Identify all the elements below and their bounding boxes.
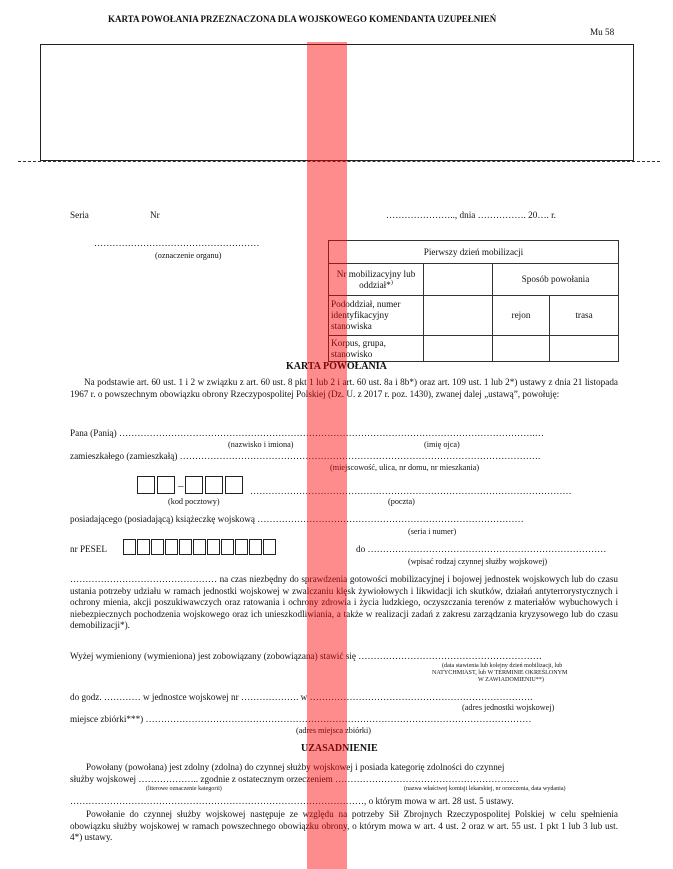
organ-caption: (oznaczenie organu) (155, 251, 222, 260)
postal-digit-box[interactable] (205, 476, 223, 494)
address-caption: (miejscowość, ulica, nr domu, nr mieszkania) (330, 463, 480, 472)
mob-number-cell[interactable] (424, 264, 493, 296)
pesel-digit-box[interactable] (151, 539, 164, 555)
military-book-field[interactable]: posiadającego (posiadającą) książeczkę wojskową …………………………………………………………………………… (70, 514, 524, 524)
intro-paragraph: Na podstawie art. 60 ust. 1 i 2 w związku z art. 60 ust. 8 pkt 1 lub 2 i art. 60 ust. 8a i 8b*) oraz art. 109 ust. 1 lub 2*) ustawy z dnia 21 listopada 1967 r. o powszechnym obowiązku obrony Rzeczypospolitej Polskiej (Dz. U. z 2017 r. poz. 1430), zwanej dalej „ustawą”, powołuję: (70, 377, 618, 399)
trasa-cell[interactable]: trasa (550, 296, 619, 336)
pesel-digit-box[interactable] (123, 539, 136, 555)
report-date-field[interactable]: Wyżej wymieniony (wymieniona) jest zobowiązany (zobowiązana) stawić się …………………………………………………… (70, 651, 542, 661)
pesel-digit-box[interactable] (137, 539, 150, 555)
father-caption: (imię ojca) (424, 440, 460, 449)
report-date-caption-3: W ZAWIADOMIENIU**) (478, 677, 544, 683)
report-date-caption-2: NATYCHMIAST, lub W TERMINIE OKREŚLONYM (432, 670, 568, 676)
postal-digit-box[interactable] (225, 476, 243, 494)
pesel-boxes[interactable] (123, 538, 277, 556)
name-field[interactable]: Pana (Panią) ……………………………………………………………………………………………………………………….… (70, 428, 544, 438)
pesel-digit-box[interactable] (249, 539, 262, 555)
pesel-digit-box[interactable] (207, 539, 220, 555)
post-office-field[interactable]: …………………………………………………………………………………………… (250, 486, 572, 496)
sposob-header: Sposób powołania (493, 264, 619, 296)
form-top-title: KARTA POWOŁANIA PRZEZNACZONA DLA WOJSKOWEGO KOMENDANTA UZUPEŁNIEŃ (108, 14, 497, 24)
service-type-field[interactable]: do …………………………………………………………………… (356, 544, 607, 554)
post-office-caption: (poczta) (388, 497, 415, 506)
commission-caption: (nazwa właściwej komisji lekarskiej, nr orzeczenia, data wydania) (404, 786, 566, 792)
red-highlight-band (307, 42, 347, 869)
pesel-digit-box[interactable] (221, 539, 234, 555)
place-date-field[interactable]: ………………….., dnia ……………. 20…. r. (386, 210, 556, 220)
service-type-caption: (wpisać rodzaj czynnej służby wojskowej) (408, 557, 548, 566)
pesel-digit-box[interactable] (263, 539, 276, 555)
pesel-digit-box[interactable] (165, 539, 178, 555)
korpus-trasa-cell[interactable] (550, 336, 619, 362)
korpus-label: Korpus, grupa, stanowisko (329, 336, 424, 362)
postal-code-boxes[interactable]: – (137, 476, 245, 494)
pesel-digit-box[interactable] (193, 539, 206, 555)
report-date-caption-1: (data stawienia lub kolejny dzień mobilizacji, lub (442, 663, 563, 669)
pododdzial-cell[interactable] (424, 296, 493, 336)
name-caption: (nazwisko i imiona) (228, 440, 294, 449)
postal-digit-box[interactable] (157, 476, 175, 494)
mob-number-label: Nr mobilizacyjny lub oddział*) (329, 264, 424, 296)
justification-line-3[interactable]: ……………………………………………………………………………………, o którym mowa w art. 28 ust. 5 ustawy. (70, 796, 514, 806)
unit-caption: (adres jednostki wojskowej) (462, 703, 555, 712)
pesel-digit-box[interactable] (235, 539, 248, 555)
postal-digit-box[interactable] (137, 476, 155, 494)
korpus-cell[interactable] (424, 336, 493, 362)
organ-field[interactable]: ……………………………………………… (94, 238, 260, 248)
unit-field[interactable]: do godz. ………… w jednostce wojskowej nr ………………. w ………………………………………………………………. (70, 692, 533, 702)
pesel-label: nr PESEL (70, 544, 108, 554)
body-paragraph: ………………………………………… na czas niezbędny do sprawdzenia gotowości mobilizacyjnej i bojowej jednostek wojskowych lub do czasu ustania potrzeby udziału w ramach jednostki wojskowej w zwalczaniu klęsk żywiołowych i likwidacji ich skutków, działań antyterrorystycznych i ochrony mienia, akcji poszukiwawczych oraz ratowania i ochrony zdrowia i życia ludzkiego, oczyszczania terenów z materiałów wybuchowych i niebezpiecznych pochodzenia wojskowego oraz ich unieszkodliwiania, a także w realizacji zadań z zakresu zarządzania kryzysowego lub do czasu demobilizacji*). (70, 574, 618, 630)
pesel-digit-box[interactable] (179, 539, 192, 555)
assembly-field[interactable]: miejsce zbiórki***) ……………………………………………………………………………………………………………… (70, 714, 532, 724)
justification-title: UZASADNIENIE (301, 743, 378, 754)
nr-label: Nr (150, 210, 160, 220)
assembly-caption: (adres miejsca zbiórki) (296, 726, 372, 735)
address-field[interactable]: zamieszkałego (zamieszkałą) ………………………………………………………………………………………………………. (70, 451, 541, 461)
military-book-caption: (seria i numer) (408, 527, 457, 536)
mobilization-table (328, 240, 619, 362)
form-code: Mu 58 (590, 27, 615, 37)
rejon-cell[interactable]: rejon (493, 296, 550, 336)
justification-line-2[interactable]: służby wojskowej ……………….. zgodnie z ostatecznym orzeczeniem …………………………………………………… (70, 774, 519, 784)
justification-paragraph-2: Powołanie do czynnej służby wojskowej następuje ze względu na potrzeby Sił Zbrojnych Rzeczypospolitej Polskiej w celu spełnienia obowiązku służby wojskowej w ramach powszechnego obowiązku obrony, o którym mowa w art. 4 ust. 2 oraz w art. 55 ust. 1 pkt 1 lub 3 lub ust. 4*) ustawy. (70, 809, 618, 842)
main-title: KARTA POWOŁANIA (286, 361, 387, 372)
postal-code-caption: (kod pocztowy) (168, 497, 220, 506)
mob-table-title: Pierwszy dzień mobilizacji (329, 241, 619, 264)
seria-label: Seria (70, 210, 89, 220)
category-caption: (literowe oznaczenie kategorii) (146, 786, 222, 792)
korpus-rejon-cell[interactable] (493, 336, 550, 362)
pododdzial-label: Pododdział, numer identyfikacyjny stanowiska (329, 296, 424, 336)
justification-line-1: Powołany (powołana) jest zdolny (zdolna) do czynnej służby wojskowej i posiada kategorię zdolności do czynnej (86, 762, 505, 772)
postal-digit-box[interactable] (185, 476, 203, 494)
